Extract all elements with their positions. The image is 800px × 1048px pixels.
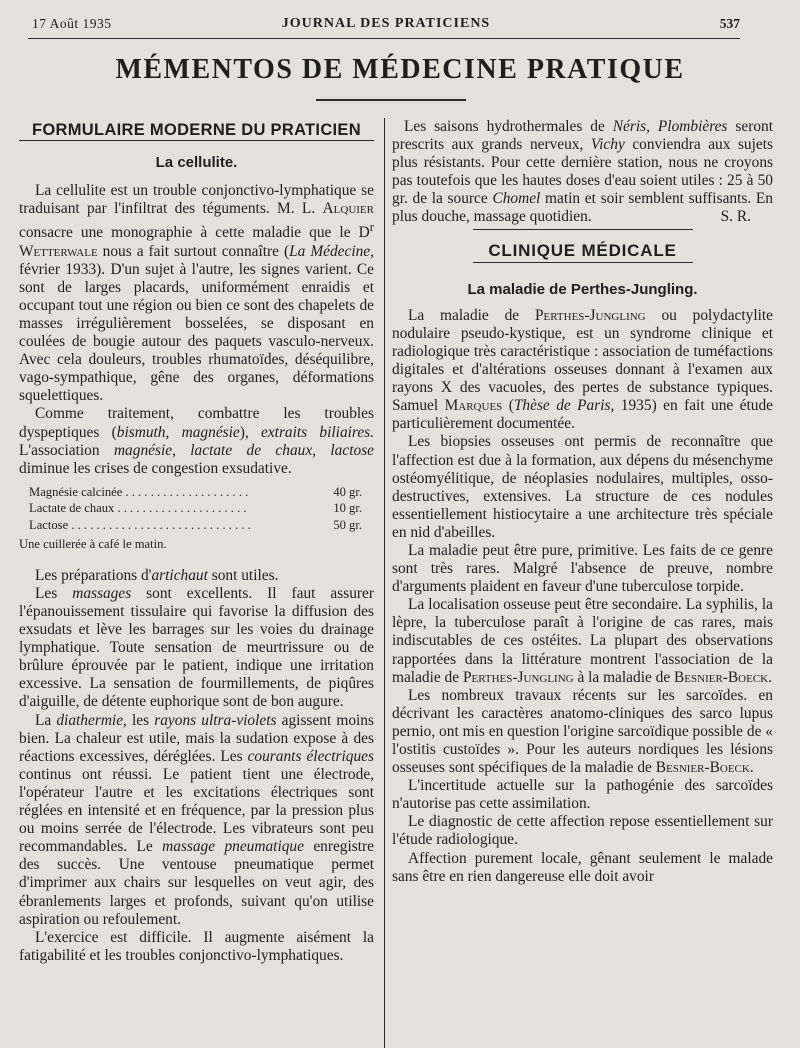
section-rule [473, 229, 693, 230]
prescription-item: Lactose . . . 50 gr. [29, 517, 374, 534]
paragraph: Le diagnostic de cette affection repose essentiellement sur l'étude radiologique. [392, 813, 773, 849]
column-divider [384, 118, 385, 1048]
paragraph: Les saisons hydrothermales de Néris, Plombières seront prescrits aux grands nerveux, Vichy conviendra aux sujets plus résistants. Pour cette dernière station, nous ne croyons pas toutefois que les hautes doses d'eau soient utiles : 25 à 50 gr. de la source Chomel matin et soir semblent suffisants. En plus douche, massage quotidien. S. R. [392, 118, 773, 226]
prescription-item: Magnésie calcinée . . . 40 gr. [29, 484, 374, 501]
running-header [32, 12, 740, 34]
author-signature: S. R. [720, 208, 751, 226]
journal-name: JOURNAL DES PRATICIENS [281, 16, 491, 31]
title-rule [316, 99, 466, 101]
author-name: Wetterwale [19, 242, 98, 260]
paragraph: La maladie de Perthes-Jungling ou polydactylite nodulaire pseudo-kystique, est un syndrome clinique et radiologique très caractéristique : association de tuméfactions digitales et d'altérations osseuses donnant à l'examen aux rayons X des vacuoles, des pertes de substance typiques. Samuel Marques (Thèse de Paris, 1935) en fait une étude particulièrement documentée. [392, 306, 774, 433]
section-heading-formulaire: FORMULAIRE MODERNE DU PRATICIEN [19, 121, 374, 141]
paragraph: Comme traitement, combattre les troubles dyspeptiques (bismuth, magnésie), extraits biliaires. L'association magnésie, lactate de chaux, lactose diminue les crises de congestion exsudative. [19, 405, 375, 477]
paragraph: L'incertitude actuelle sur la pathogénie des sarcoïdes n'autorise pas cette assimilation. [392, 777, 773, 813]
paragraph: La localisation osseuse peut être secondaire. La syphilis, la lèpre, la tuberculose paraît à l'origine de cas rares, mais indiscutables de ces ostéites. La plupart des observations rapportées dans la littérature montrent l'association de la maladie de Perthes-Jungling à la maladie de Besnier-Boeck. [392, 596, 773, 686]
paragraph: Les nombreux travaux récents sur les sarcoïdes. en décrivant les caractères anatomo-cliniques des sarco lupus pernio, ont mis en question l'origine sarcoïdique possible de « l'ostitis custoïdes ». Pour les auteurs nordiques les lésions osseuses sont spécifiques de la maladie de Besnier-Boeck. [392, 686, 773, 777]
left-column [19, 118, 374, 965]
subheading-perthes: La maladie de Perthes-Jungling. [467, 280, 698, 298]
page-number: 537 [719, 16, 740, 31]
section-heading-clinique: CLINIQUE MÉDICALE [488, 240, 677, 260]
paragraph: La maladie peut être pure, primitive. Les faits de ce genre sont très rares. Malgré l'absence de preuve, nombre d'arguments plaident en faveur d'une tuberculose torpide. [392, 541, 773, 596]
paragraph: L'exercice est difficile. Il augmente aisément la fatigabilité et les troubles conjonctivo-lymphatiques. [19, 928, 374, 964]
paragraph: Les biopsies osseuses ont permis de reconnaître que l'affection est due à la formation, aux dépens du mésenchyme ostéomyélitique, de néoplasies nodulaires, multiples, osso-destructives, extensives. La structure de ces nodules essentiellement histiocytaire a une architecture très spéciale en nid d'abeilles. [392, 433, 773, 541]
paragraph: Les préparations d'artichaut sont utiles. [35, 566, 279, 584]
section-rule [473, 262, 693, 263]
header-rule [28, 38, 740, 39]
prescription-list [29, 484, 374, 534]
paragraph: Les massages sont excellents. Il faut assurer l'épanouissement tissulaire qui favorise la diffusion des exsudats et lève les barrages sur les voies du drainage lymphatique. Toute sensation de meurtrissure ou de brûlure éprouvée par le patient, indique une irritation excessive. La sensation de fourmillements, de piqûres d'aiguille, de détente euphorique sont de bon augure. [19, 584, 374, 711]
prescription-item: Lactate de chaux . . . 10 gr. [29, 500, 374, 517]
subheading-cellulite: La cellulite. [155, 154, 238, 172]
author-name: Alquier [322, 200, 374, 218]
paragraph: La diathermie, les rayons ultra-violets agissent moins bien. La chaleur est utile, mais la sudation expose à des réactions excessives, déréglées. Les courants électriques continus ont réussi. Le patient tient une électrode, l'opérateur l'autre et les excitations électriques sont réglées en intensité et en fréquence, par la pression plus ou moins serrée de l'électrode. Les vibrateurs sont peu recommandables. Le massage pneumatique enregistre des succès. Une ventouse pneumatique permet d'imprimer aux chairs sur lesquelles on veut agir, des ébranlements larges et profonds, suivant qu'on utilise aspiration ou refoulement. [19, 711, 374, 928]
issue-date: 17 Août 1935 [32, 16, 112, 31]
paragraph: La cellulite est un trouble conjonctivo-lymphatique se traduisant par l'infiltrat des téguments. M. L. Alquier consacre une monographie à cette maladie que le $D^r$ Wetterwale nous a fait surtout connaître (La Médecine, février 1933). D'un sujet à l'autre, les signes varient. Ce sont de larges placards, uniformément enraidis et occupant tout une région ou bien ce sont des chapelets de masses irrégulièrement bosselées, se disposant en coulées de bougie autour des paquets vasculo-nerveux. Avec cela douleurs, troubles rhumatoïdes, déséquilibre, vago-sympathique, gêne des organes, déformations squelettiques. [19, 182, 374, 405]
paragraph: Affection purement locale, gênant seulement le malade sans être en rien dangereuse elle doit avoir [392, 849, 773, 885]
prescription-note: Une cuillerée à café le matin. [19, 537, 167, 552]
page-title: MÉMENTOS DE MÉDECINE PRATIQUE [115, 54, 685, 85]
right-column [392, 118, 773, 886]
